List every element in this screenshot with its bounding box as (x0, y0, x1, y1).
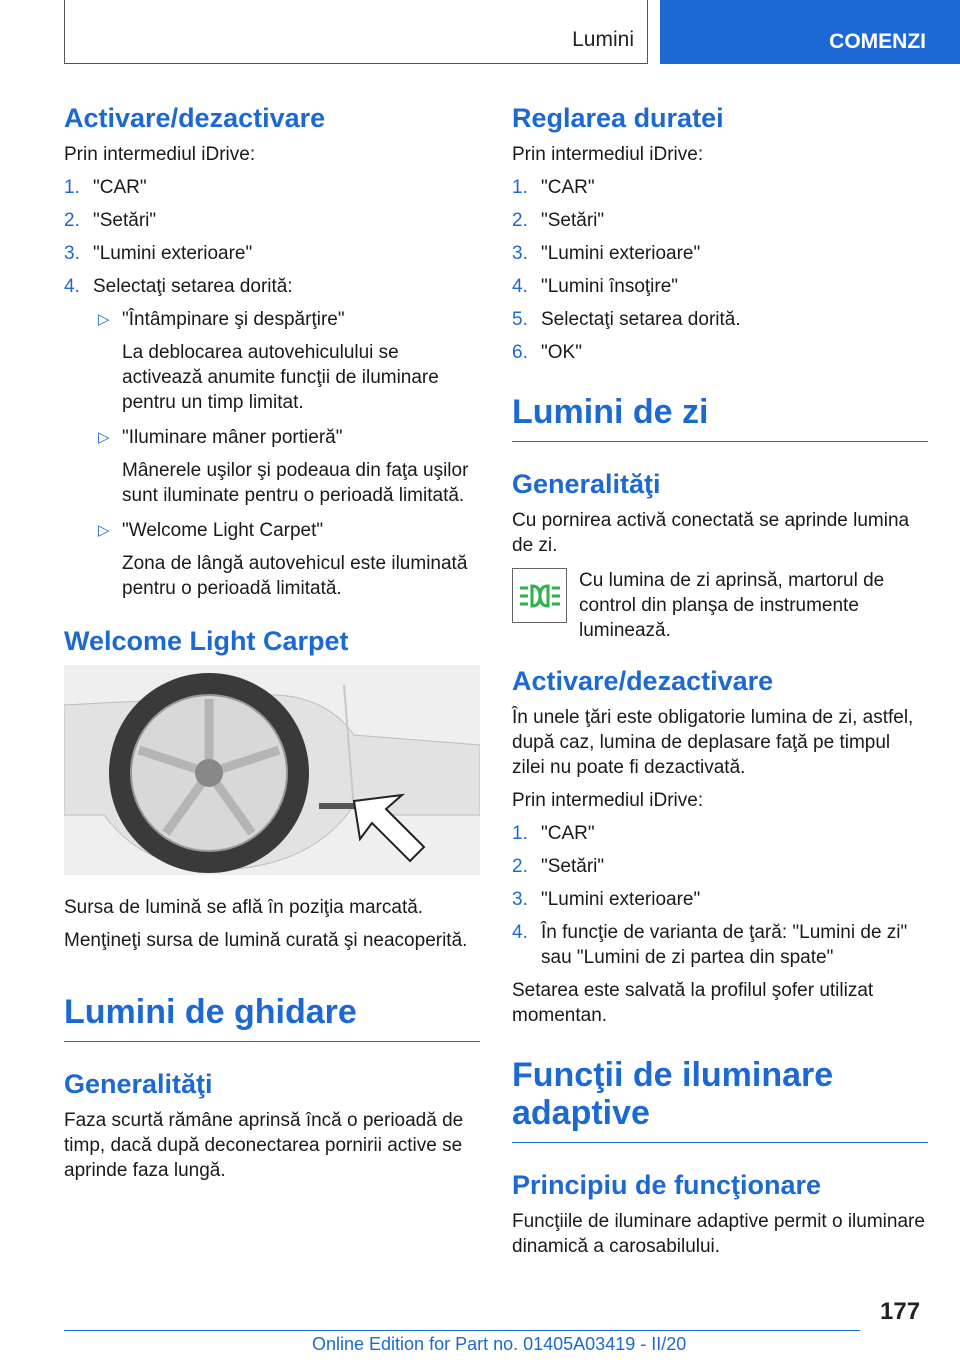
right-column (512, 100, 928, 1267)
guide-general-heading: Generalităţi (64, 1069, 213, 1099)
indicator-note (512, 568, 928, 643)
guide-lights-heading: Lumini de ghidare (64, 993, 480, 1042)
daytime-light-indicator-icon (512, 568, 567, 623)
header-chapter-tab[interactable]: COMENZI (660, 0, 960, 64)
step-item: 5. Selectaţi setarea dorită. (512, 309, 741, 330)
day-activation-text: În unele ţări este obligatorie lumina de zi, astfel, după caz, lumina de deplasare faţă pe timpul zilei nu poate fi dezactivată. (512, 707, 914, 778)
step-item: 4. În funcţie de varianta de ţară: "Lumini de zi" sau "Lumini de zi partea din spate" (512, 922, 908, 968)
footer-edition: Online Edition for Part no. 01405A03419 - II/20 (312, 1334, 687, 1354)
adaptive-lights-heading: Funcţii de iluminare adaptive (512, 1056, 928, 1143)
option-item: ▷ "Iluminare mâner portieră" Mânerele uşilor şi podeaua din faţa uşilor sunt iluminate pentru o perioadă limitată. (98, 427, 469, 506)
triangle-bullet-icon: ▷ (98, 522, 110, 539)
step-item: 2. "Setări" (512, 856, 605, 877)
idrive-intro: Prin intermediul iDrive: (64, 144, 256, 165)
step-item: 3. "Lumini exterioare" (64, 243, 253, 264)
day-activation-steps (512, 821, 928, 970)
idrive-intro: Prin intermediul iDrive: (512, 790, 704, 811)
carpet-heading: Welcome Light Carpet (64, 626, 349, 656)
day-activation-heading: Activare/dezactivare (512, 666, 774, 696)
step-item: 3. "Lumini exterioare" (512, 243, 701, 264)
step-item: 1. "CAR" (64, 177, 147, 198)
setting-saved-text: Setarea este salvată la profilul şofer utilizat momentan. (512, 980, 874, 1026)
step-item: 1. "CAR" (512, 177, 595, 198)
principle-text: Funcţiile de iluminare adaptive permit o iluminare dinamică a carosabilului. (512, 1211, 925, 1257)
step-item: 4. "Lumini însoţire" (512, 276, 679, 297)
header-section-title: Lumini (572, 28, 634, 51)
principle-heading: Principiu de funcţionare (512, 1170, 822, 1200)
left-column (64, 100, 480, 1191)
indicator-description: Cu lumina de zi aprinsă, martorul de control din planşa de instrumente luminează. (579, 570, 885, 641)
idrive-intro: Prin intermediul iDrive: (512, 144, 704, 165)
day-general-text: Cu pornirea activă conectată se aprinde lumina de zi. (512, 510, 910, 556)
wheel-illustration (64, 665, 480, 875)
step-item: 6. "OK" (512, 342, 582, 363)
step-item: 2. "Setări" (64, 210, 157, 231)
step-item: 4. Selectaţi setarea dorită: (64, 276, 293, 297)
step-item: 3. "Lumini exterioare" (512, 889, 701, 910)
carpet-position-text: Sursa de lumină se află în poziţia marcată. (64, 897, 424, 918)
option-item: ▷ "Întâmpinare şi despărţire" La deblocarea autovehiculului se activează anumite funcţii de iluminare pentru un timp limitat. (98, 309, 439, 413)
page-number: 177 (880, 1298, 921, 1325)
guide-general-text: Faza scurtă rămâne aprinsă încă o perioadă de timp, dacă după deconectarea pornirii active se aprinde faza lungă. (64, 1110, 464, 1181)
duration-heading: Reglarea duratei (512, 103, 724, 133)
activation-steps (64, 175, 480, 299)
car-wheel-icon (64, 665, 480, 875)
daytime-lights-heading: Lumini de zi (512, 393, 928, 442)
option-list (93, 307, 480, 601)
step-item: 2. "Setări" (512, 210, 605, 231)
option-item: ▷ "Welcome Light Carpet" Zona de lângă autovehicul este iluminată pentru o perioadă limitată. (98, 520, 468, 599)
footer-divider (64, 1330, 860, 1331)
triangle-bullet-icon: ▷ (98, 311, 110, 328)
carpet-clean-text: Menţineţi sursa de lumină curată şi neacoperită. (64, 930, 468, 951)
duration-steps (512, 175, 928, 365)
step-item: 1. "CAR" (512, 823, 595, 844)
header-frame (64, 0, 648, 64)
activation-heading: Activare/dezactivare (64, 103, 326, 133)
day-general-heading: Generalităţi (512, 469, 661, 499)
triangle-bullet-icon: ▷ (98, 429, 110, 446)
